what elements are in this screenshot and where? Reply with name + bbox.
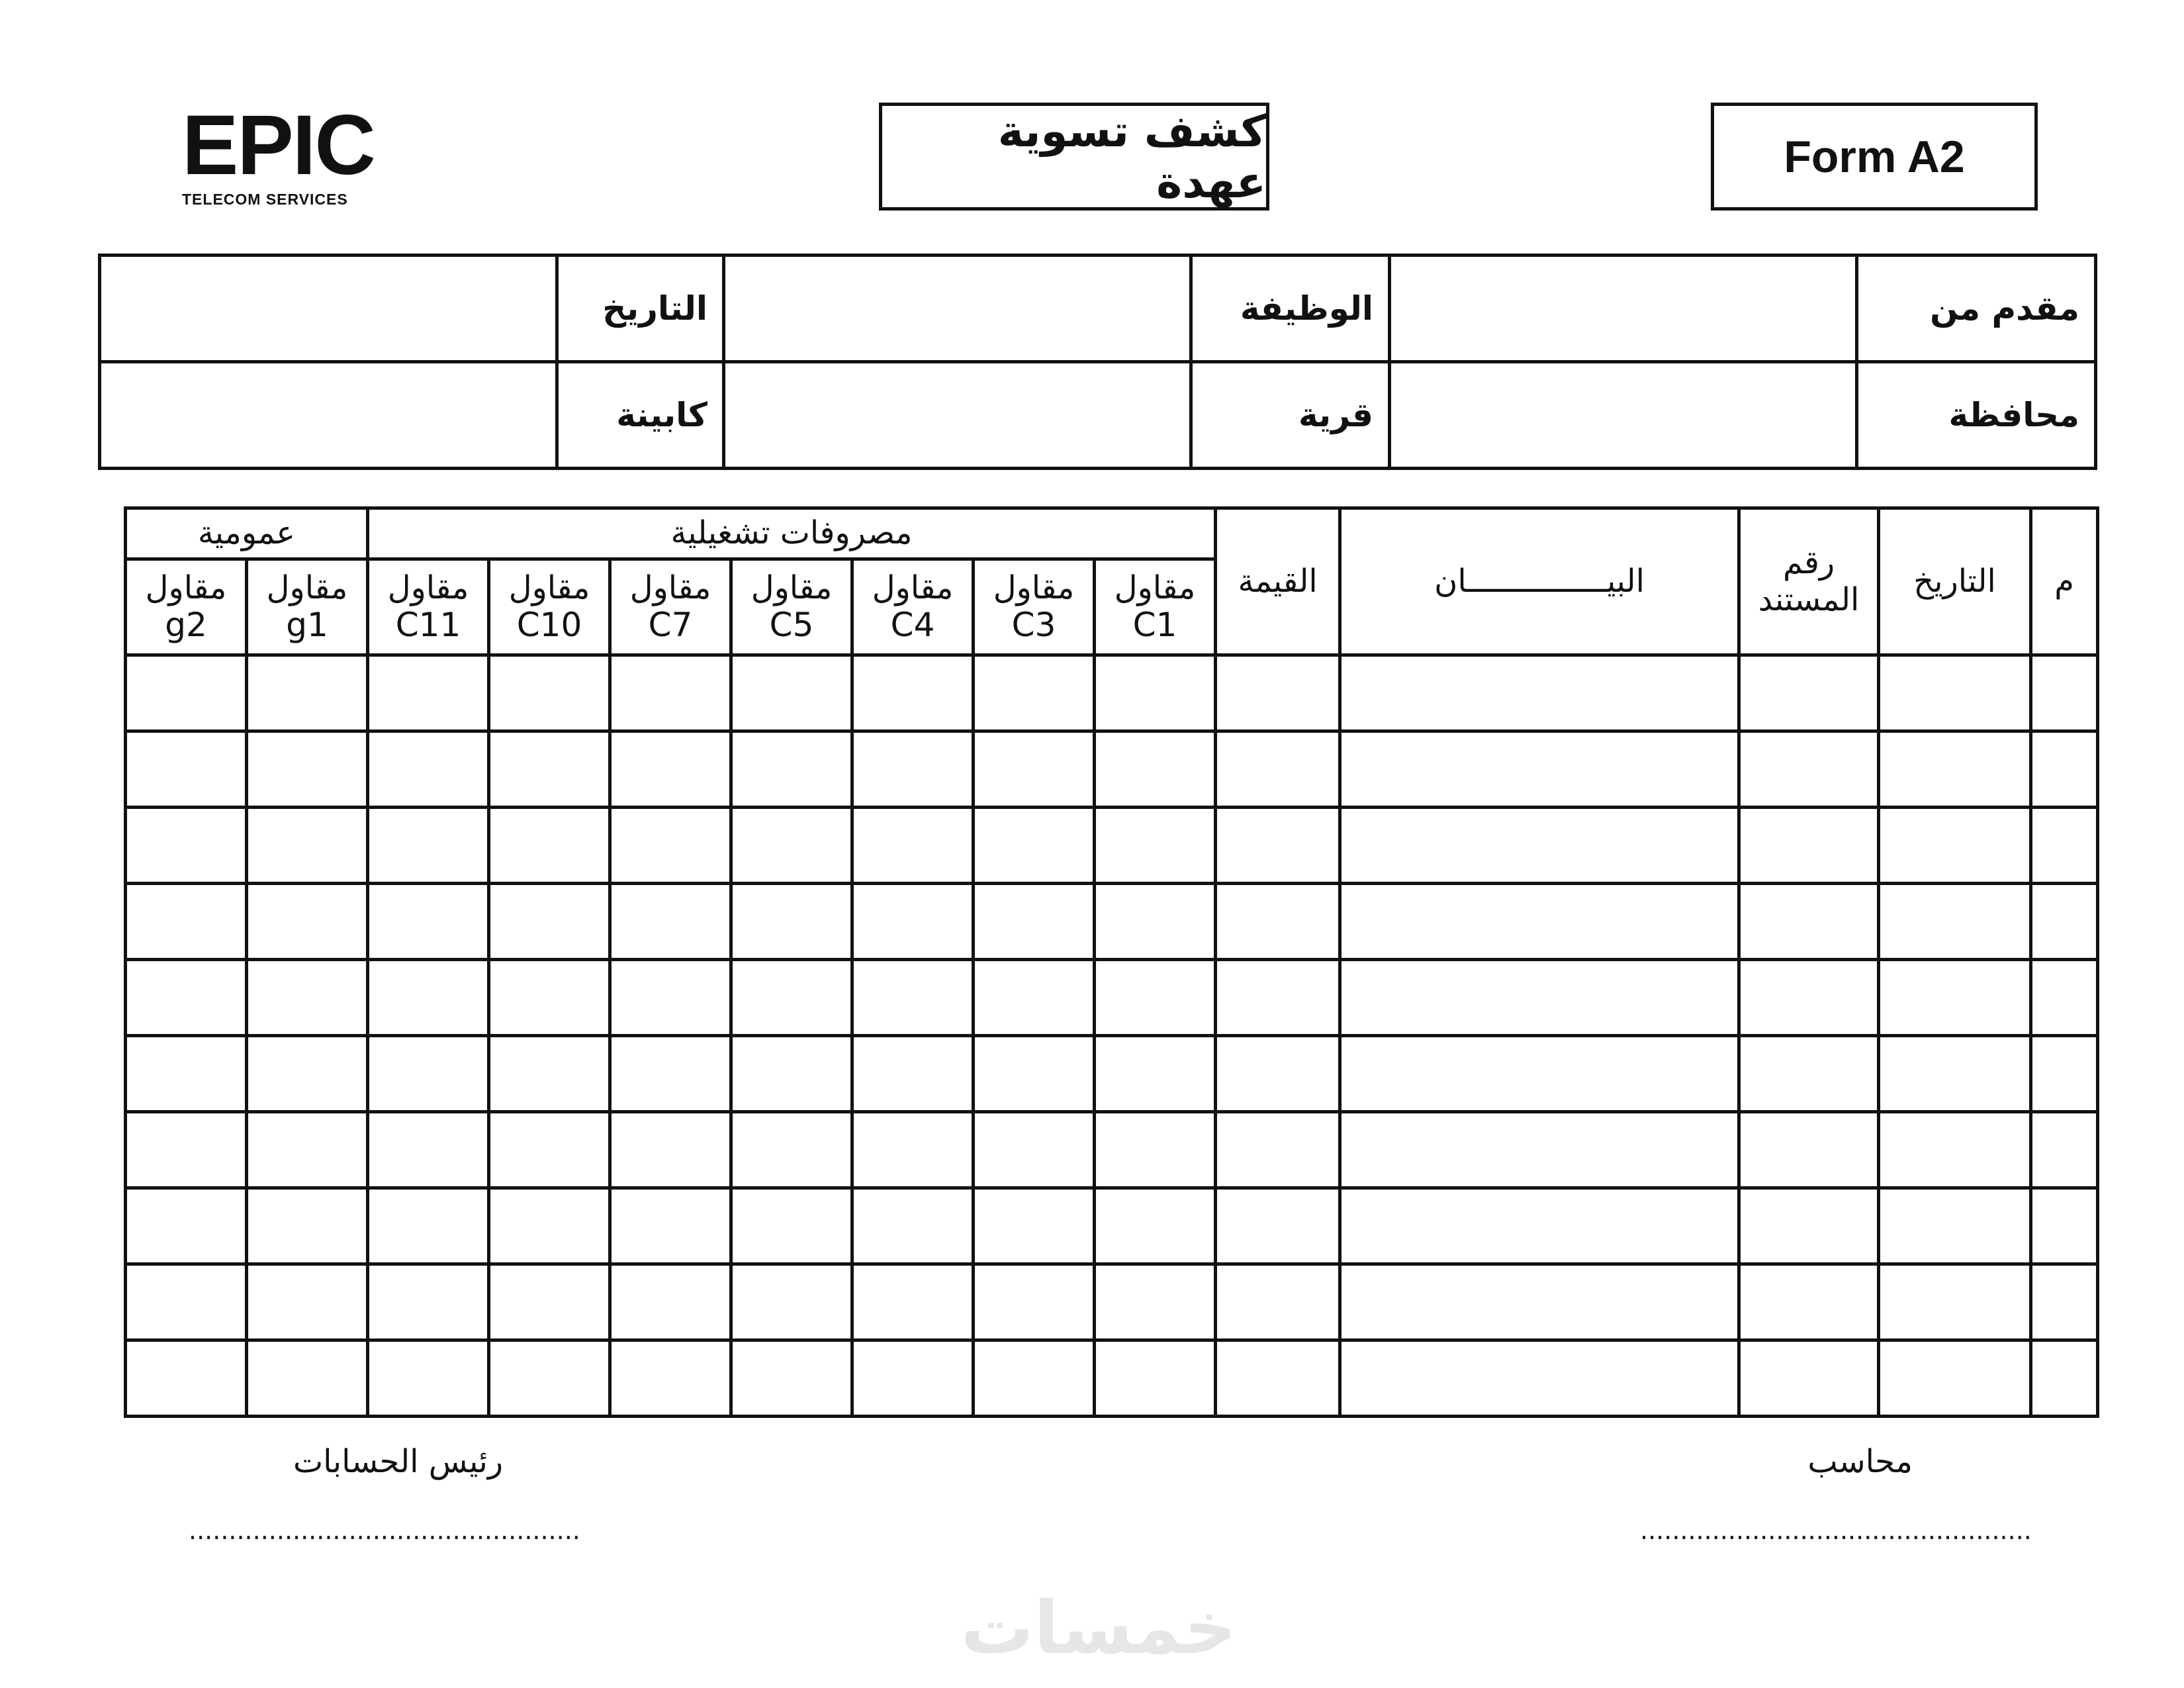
- table-cell[interactable]: [610, 1340, 731, 1417]
- table-cell[interactable]: [974, 731, 1095, 808]
- table-cell[interactable]: [1216, 884, 1340, 960]
- table-cell[interactable]: [247, 731, 368, 808]
- table-cell[interactable]: [1095, 1112, 1216, 1188]
- table-cell[interactable]: [1216, 1036, 1340, 1112]
- contractor-g2-header: مقاول g2: [126, 559, 247, 655]
- table-cell[interactable]: [731, 1340, 852, 1417]
- table-cell[interactable]: [610, 1264, 731, 1340]
- table-cell[interactable]: [2031, 731, 2098, 808]
- table-cell[interactable]: [126, 655, 247, 731]
- table-cell[interactable]: [1340, 731, 1739, 808]
- table-cell[interactable]: [1739, 1036, 1879, 1112]
- table-cell[interactable]: [1739, 655, 1879, 731]
- table-cell[interactable]: [731, 731, 852, 808]
- table-cell[interactable]: [247, 1112, 368, 1188]
- table-cell[interactable]: [1879, 731, 2031, 808]
- table-cell[interactable]: [1095, 960, 1216, 1036]
- table-cell[interactable]: [731, 960, 852, 1036]
- table-cell[interactable]: [2031, 808, 2098, 884]
- table-cell[interactable]: [974, 1264, 1095, 1340]
- contractor-c3-header: مقاول C3: [974, 559, 1095, 655]
- table-cell[interactable]: [126, 808, 247, 884]
- table-cell[interactable]: [1879, 1036, 2031, 1112]
- table-cell[interactable]: [1739, 1264, 1879, 1340]
- table-cell[interactable]: [1216, 808, 1340, 884]
- table-cell[interactable]: [489, 1036, 610, 1112]
- table-cell[interactable]: [1095, 1264, 1216, 1340]
- table-cell[interactable]: [1095, 1340, 1216, 1417]
- table-cell[interactable]: [247, 655, 368, 731]
- table-cell[interactable]: [1095, 1188, 1216, 1264]
- operating-expenses-header: مصروفات تشغيلية: [368, 508, 1216, 559]
- table-cell[interactable]: [1879, 1264, 2031, 1340]
- table-row: [126, 1340, 2098, 1417]
- contractor-c11-header: مقاول C11: [368, 559, 489, 655]
- table-cell[interactable]: [1340, 884, 1739, 960]
- table-cell[interactable]: [1340, 960, 1739, 1036]
- table-row: [126, 655, 2098, 731]
- table-cell[interactable]: [974, 1340, 1095, 1417]
- table-cell[interactable]: [852, 1036, 974, 1112]
- table-cell[interactable]: [126, 1188, 247, 1264]
- governorate-field[interactable]: [1390, 362, 1857, 469]
- table-cell[interactable]: [489, 960, 610, 1036]
- table-cell[interactable]: [126, 1036, 247, 1112]
- table-cell[interactable]: [489, 1188, 610, 1264]
- table-cell[interactable]: [1216, 960, 1340, 1036]
- table-cell[interactable]: [247, 1036, 368, 1112]
- table-cell[interactable]: [126, 1264, 247, 1340]
- table-cell[interactable]: [368, 808, 489, 884]
- table-cell[interactable]: [731, 808, 852, 884]
- date-field[interactable]: [100, 256, 557, 362]
- table-cell[interactable]: [1879, 1340, 2031, 1417]
- ledger-table: [124, 506, 2099, 1418]
- form-code: Form A2: [1711, 103, 2038, 211]
- company-logo: [182, 98, 381, 212]
- head-accounts-label: رئيس الحسابات: [293, 1443, 503, 1480]
- table-row: [126, 808, 2098, 884]
- table-cell[interactable]: [731, 1112, 852, 1188]
- table-cell[interactable]: [1739, 1340, 1879, 1417]
- contractor-c1-header: مقاول C1: [1095, 559, 1216, 655]
- table-cell[interactable]: [1739, 731, 1879, 808]
- contractor-c4-header: مقاول C4: [852, 559, 974, 655]
- table-cell[interactable]: [1879, 884, 2031, 960]
- table-cell[interactable]: [1095, 731, 1216, 808]
- table-cell[interactable]: [368, 1112, 489, 1188]
- table-row: [126, 731, 2098, 808]
- contractor-c7-header: مقاول C7: [610, 559, 731, 655]
- table-cell[interactable]: [2031, 1112, 2098, 1188]
- general-expenses-header: عمومية: [126, 508, 368, 559]
- table-cell[interactable]: [368, 1188, 489, 1264]
- table-cell[interactable]: [852, 1264, 974, 1340]
- table-cell[interactable]: [610, 1036, 731, 1112]
- info-row: [100, 256, 2096, 362]
- table-cell[interactable]: [974, 1188, 1095, 1264]
- table-cell[interactable]: [731, 884, 852, 960]
- table-cell[interactable]: [489, 731, 610, 808]
- table-cell[interactable]: [489, 884, 610, 960]
- accountant-signature-line[interactable]: .................................................: [1640, 1516, 2032, 1545]
- table-cell[interactable]: [2031, 1036, 2098, 1112]
- table-row: [126, 1188, 2098, 1264]
- table-cell[interactable]: [489, 808, 610, 884]
- table-cell[interactable]: [368, 731, 489, 808]
- table-cell[interactable]: [731, 1188, 852, 1264]
- table-cell[interactable]: [731, 655, 852, 731]
- table-cell[interactable]: [1216, 731, 1340, 808]
- table-cell[interactable]: [1340, 808, 1739, 884]
- table-cell[interactable]: [1340, 1264, 1739, 1340]
- head-accounts-signature-line[interactable]: .................................................: [189, 1516, 580, 1545]
- table-row: [126, 1264, 2098, 1340]
- governorate-label: محافظة: [1857, 362, 2096, 469]
- ledger-body: [126, 655, 2098, 1417]
- table-cell[interactable]: [2031, 1264, 2098, 1340]
- table-cell[interactable]: [247, 1188, 368, 1264]
- table-cell[interactable]: [1879, 1188, 2031, 1264]
- table-cell[interactable]: [1216, 1340, 1340, 1417]
- table-cell[interactable]: [2031, 884, 2098, 960]
- table-cell[interactable]: [2031, 655, 2098, 731]
- header-info-table: [98, 254, 2097, 470]
- table-cell[interactable]: [974, 1036, 1095, 1112]
- table-cell[interactable]: [1739, 1112, 1879, 1188]
- table-row: [126, 960, 2098, 1036]
- table-cell[interactable]: [974, 655, 1095, 731]
- col-index-header: م: [2031, 508, 2098, 655]
- table-cell[interactable]: [126, 884, 247, 960]
- table-cell[interactable]: [368, 655, 489, 731]
- table-cell[interactable]: [489, 1340, 610, 1417]
- table-cell[interactable]: [1879, 655, 2031, 731]
- table-cell[interactable]: [2031, 1340, 2098, 1417]
- table-row: [126, 1112, 2098, 1188]
- table-row: [126, 884, 2098, 960]
- table-cell[interactable]: [1216, 1188, 1340, 1264]
- table-cell[interactable]: [1739, 808, 1879, 884]
- col-date-header: التاريخ: [1879, 508, 2031, 655]
- table-cell[interactable]: [126, 1340, 247, 1417]
- table-cell[interactable]: [489, 1264, 610, 1340]
- logo-subtitle: TELECOM SERVICES: [182, 191, 348, 208]
- table-cell[interactable]: [610, 731, 731, 808]
- job-field[interactable]: [724, 256, 1191, 362]
- table-cell[interactable]: [731, 1036, 852, 1112]
- table-cell[interactable]: [731, 1264, 852, 1340]
- table-cell[interactable]: [1340, 1112, 1739, 1188]
- table-cell[interactable]: [1739, 1188, 1879, 1264]
- table-cell[interactable]: [368, 1036, 489, 1112]
- village-label: قرية: [1191, 362, 1390, 469]
- accountant-label: محاسب: [1807, 1443, 1913, 1480]
- table-cell[interactable]: [1095, 808, 1216, 884]
- contractor-c5-header: مقاول C5: [731, 559, 852, 655]
- form-title: كشف تسوية عهدة: [879, 103, 1269, 211]
- job-label: الوظيفة: [1191, 256, 1390, 362]
- village-field[interactable]: [724, 362, 1191, 469]
- table-cell[interactable]: [1340, 1340, 1739, 1417]
- table-cell[interactable]: [610, 808, 731, 884]
- table-cell[interactable]: [489, 655, 610, 731]
- logo-main-text: EPIC: [182, 98, 375, 193]
- table-cell[interactable]: [1095, 884, 1216, 960]
- table-cell[interactable]: [368, 1340, 489, 1417]
- table-cell[interactable]: [126, 1112, 247, 1188]
- table-cell[interactable]: [2031, 960, 2098, 1036]
- table-cell[interactable]: [610, 1112, 731, 1188]
- table-cell[interactable]: [368, 960, 489, 1036]
- table-cell[interactable]: [852, 808, 974, 884]
- table-cell[interactable]: [2031, 1188, 2098, 1264]
- submitted-by-field[interactable]: [1390, 256, 1857, 362]
- table-row: [126, 1036, 2098, 1112]
- table-cell[interactable]: [126, 960, 247, 1036]
- table-cell[interactable]: [1879, 808, 2031, 884]
- table-cell[interactable]: [974, 808, 1095, 884]
- table-cell[interactable]: [1739, 960, 1879, 1036]
- info-row: [100, 362, 2096, 469]
- table-cell[interactable]: [247, 808, 368, 884]
- col-statement-header: البيـــــــــــــــان: [1340, 508, 1739, 655]
- cabin-label: كابينة: [557, 362, 724, 469]
- col-value-header: القيمة: [1216, 508, 1340, 655]
- table-cell[interactable]: [852, 960, 974, 1036]
- table-cell[interactable]: [1340, 1036, 1739, 1112]
- table-cell[interactable]: [1879, 960, 2031, 1036]
- table-cell[interactable]: [368, 884, 489, 960]
- table-cell[interactable]: [1879, 1112, 2031, 1188]
- watermark: خمسات: [960, 1585, 1237, 1670]
- table-cell[interactable]: [610, 960, 731, 1036]
- table-cell[interactable]: [1739, 884, 1879, 960]
- table-cell[interactable]: [852, 731, 974, 808]
- table-cell[interactable]: [247, 1340, 368, 1417]
- table-cell[interactable]: [1095, 1036, 1216, 1112]
- table-cell[interactable]: [1340, 1188, 1739, 1264]
- table-cell[interactable]: [974, 1112, 1095, 1188]
- table-cell[interactable]: [852, 1340, 974, 1417]
- submitted-by-label: مقدم من: [1857, 256, 2096, 362]
- table-cell[interactable]: [852, 1112, 974, 1188]
- table-cell[interactable]: [247, 960, 368, 1036]
- table-cell[interactable]: [489, 1112, 610, 1188]
- table-cell[interactable]: [247, 884, 368, 960]
- contractor-c10-header: مقاول C10: [489, 559, 610, 655]
- cabin-field[interactable]: [100, 362, 557, 469]
- table-cell[interactable]: [974, 960, 1095, 1036]
- table-cell[interactable]: [247, 1264, 368, 1340]
- table-cell[interactable]: [610, 884, 731, 960]
- table-cell[interactable]: [368, 1264, 489, 1340]
- table-cell[interactable]: [1216, 1264, 1340, 1340]
- contractor-g1-header: مقاول g1: [247, 559, 368, 655]
- table-cell[interactable]: [610, 655, 731, 731]
- table-cell[interactable]: [852, 655, 974, 731]
- table-cell[interactable]: [852, 884, 974, 960]
- table-cell[interactable]: [1095, 655, 1216, 731]
- table-cell[interactable]: [852, 1188, 974, 1264]
- table-cell[interactable]: [1216, 655, 1340, 731]
- table-cell[interactable]: [974, 884, 1095, 960]
- col-doc-no-header: رقم المستند: [1739, 508, 1879, 655]
- table-cell[interactable]: [1340, 655, 1739, 731]
- table-cell[interactable]: [610, 1188, 731, 1264]
- date-label: التاريخ: [557, 256, 724, 362]
- table-cell[interactable]: [126, 731, 247, 808]
- table-cell[interactable]: [1216, 1112, 1340, 1188]
